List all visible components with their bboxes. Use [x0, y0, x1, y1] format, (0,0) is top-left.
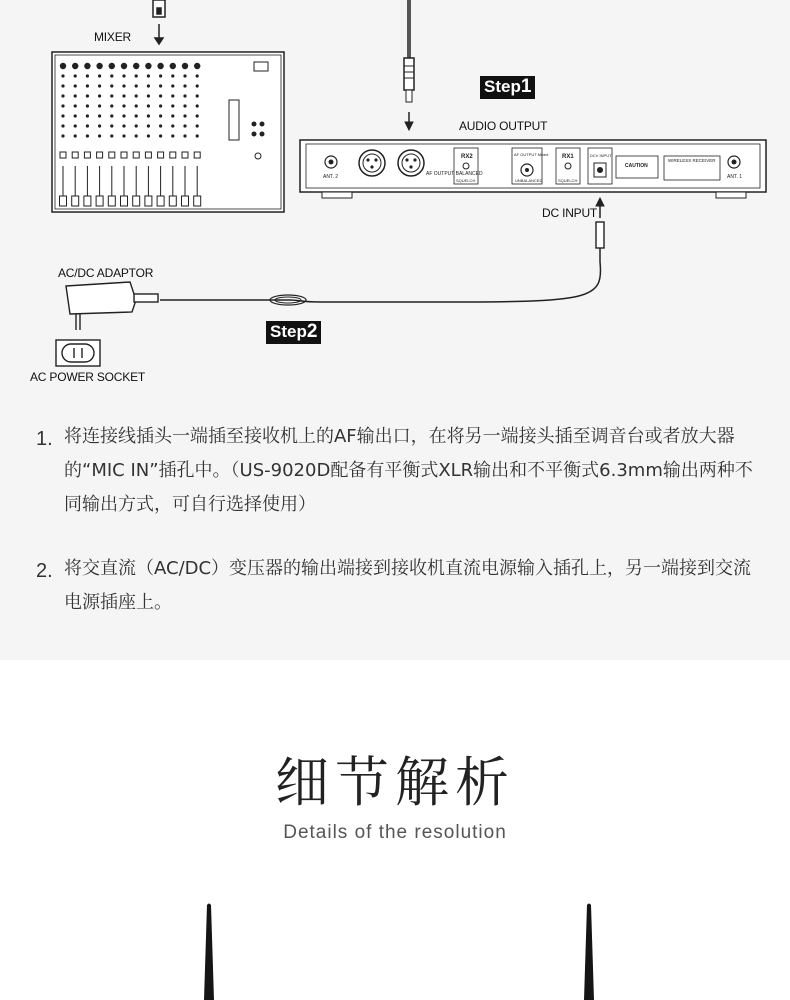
dc-input-label: DC INPUT [542, 206, 598, 220]
adaptor-label: AC/DC ADAPTOR [58, 266, 154, 280]
mic-plug-icon [153, 0, 165, 44]
panel-squelch-1: SQUELCH [558, 178, 578, 183]
step1-text: Step [484, 77, 521, 96]
panel-ant1: ANT. 1 [727, 174, 743, 180]
socket-label: AC POWER SOCKET [30, 370, 146, 384]
mixer-label: MIXER [94, 30, 132, 44]
power-socket-icon [56, 340, 100, 366]
mixer-icon [52, 52, 284, 212]
instruction-number: 1. [36, 428, 53, 450]
panel-wireless-receiver: WIRELESS RECEIVER [668, 158, 716, 163]
panel-rx2: RX2 [461, 154, 473, 160]
dc-plug-icon [596, 198, 604, 262]
instruction-item [30, 552, 760, 620]
panel-caution: CAUTION [625, 163, 648, 169]
antennas-image [0, 900, 790, 1000]
instruction-text: 将交直流（AC/DC）变压器的输出端接到接收机直流电源输入插孔上，另一端接到交流电源插座上。 [64, 558, 752, 613]
connection-diagram [0, 0, 790, 400]
panel-af-balanced: AF OUTPUT BALANCED [426, 171, 483, 177]
step2-num: 2 [306, 321, 318, 342]
panel-dc-input: DCV INPUT [590, 153, 612, 158]
adaptor-icon [66, 282, 158, 330]
panel-unbalanced: UNBALANCED [515, 178, 543, 183]
dc-cable-icon [160, 262, 601, 302]
step1-num: 1 [520, 76, 532, 97]
step1-badge [480, 76, 535, 99]
panel-af-mixed: AF OUTPUT Mixed [514, 152, 549, 157]
instruction-text: 将连接线插头一端插至接收机上的AF输出口，在将另一端接头插至调音台或者放大器的“MIC IN”插孔中。（US-9020D配备有平衡式XLR输出和不平衡式6.3mm输出两种不同输出方式，可自行选择使用） [64, 426, 753, 515]
details-subtitle: Details of the resolution [283, 822, 507, 843]
instruction-item [30, 420, 760, 522]
panel-rx1: RX1 [562, 154, 574, 160]
details-title: 细节解析 [275, 751, 515, 814]
panel-ant2: ANT. 2 [323, 174, 339, 180]
step2-text: Step [270, 322, 307, 341]
receiver-panel-icon [300, 140, 766, 198]
audio-output-label: AUDIO OUTPUT [459, 119, 548, 133]
antenna-left-icon [204, 904, 214, 1000]
antenna-right-icon [584, 904, 594, 1000]
instruction-list [30, 420, 760, 650]
step2-badge [266, 321, 321, 344]
panel-squelch-2: SQUELCH [456, 178, 476, 183]
audio-cable-icon [404, 0, 414, 130]
instruction-number: 2. [36, 560, 53, 582]
